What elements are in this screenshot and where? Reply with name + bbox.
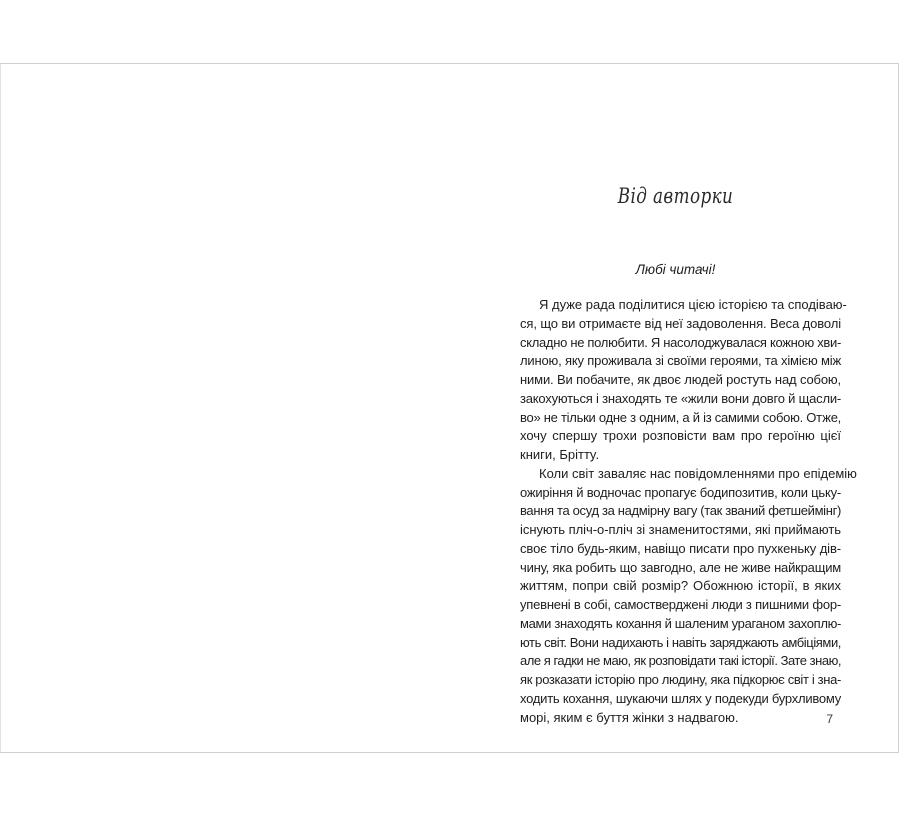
text-line: Коли світ заваляє нас повідомленнями про епідемію — [539, 465, 857, 481]
chapter-title: Від авторки — [617, 184, 734, 208]
left-page — [1, 64, 451, 752]
text-line: існують пліч-о-пліч зі знаменитостями, які приймають — [520, 522, 841, 537]
text-line: упевнені в собі, самостверджені люди з пишними фор- — [520, 597, 842, 612]
text-line: хочу спершу трохи розповісти вам про героїню цієї — [520, 428, 841, 444]
text-line: вання та осуд за надмірну вагу (так званий фетшеймінг) — [520, 503, 841, 519]
text-line: ними. Ви побачите, як двоє людей ростуть над собою, — [520, 372, 841, 387]
text-line: морі, яким є буття жінки з надвагою. — [520, 709, 739, 725]
salutation: Любі читачі! — [635, 262, 716, 277]
text-line: ся, що ви отримаєте від неї задоволення. Веса доволі — [520, 315, 842, 331]
text-line: ожиріння й водночас пропагує бодипозитив, коли цьку- — [520, 484, 842, 500]
text-line: во» не тільки одне з одним, а й із самими собою. Отже, — [520, 409, 841, 425]
text-line: ють світ. Вони надихають і навіть заряджають амбіціями, — [520, 634, 841, 650]
body-text — [520, 296, 857, 727]
text-line: своє тіло будь-яким, навіщо писати про пухкеньку дів- — [520, 540, 842, 556]
text-line: линою, яку проживала зі своїми героями, та хімією між — [520, 353, 841, 369]
text-line: чину, яка робить що завгодно, але не живе найкращим — [520, 559, 842, 575]
book-spread — [0, 63, 899, 753]
text-line: складно не полюбити. Я насолоджувалася кожною хви- — [520, 334, 841, 350]
text-line: як розказати історію про людину, яка підкорює світ і зна- — [520, 672, 841, 687]
text-line: Я дуже рада поділитися цією історією та сподіваю- — [539, 297, 847, 312]
text-line: ходить кохання, шукаючи шлях у подекуди бурхливому — [520, 690, 842, 706]
right-page — [451, 64, 900, 752]
text-line: але я гадки не маю, як розповідати такі історії. Зате знаю, — [520, 653, 841, 669]
page-number: 7 — [826, 712, 833, 726]
text-line: книги, Бріттy. — [520, 447, 600, 462]
text-line: закохуються і знаходять те «жили вони довго й щасли- — [520, 390, 842, 406]
text-line: мами знаходять кохання й шаленим ураганом захоплю- — [520, 615, 841, 631]
text-line: життям, попри свій розмір? Обожнюю історії, в яких — [520, 578, 841, 594]
